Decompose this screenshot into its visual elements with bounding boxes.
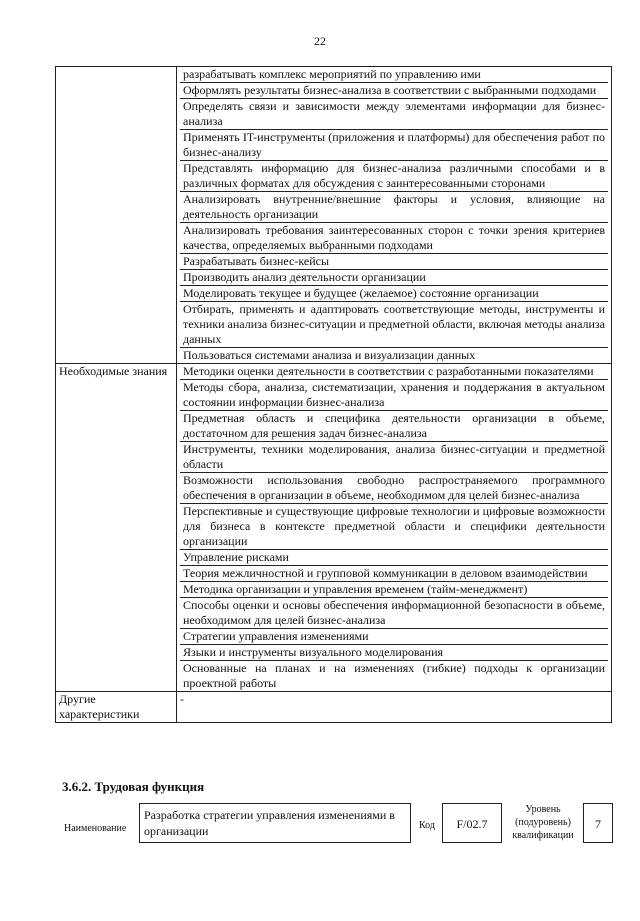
knowledge-item: Инструменты, техники моделирования, анализа бизнес-ситуации и предметной области [180,442,608,473]
skill-item: Отбирать, применять и адаптировать соответствующие методы, инструменты и техники анализа бизнес-ситуации и предметной области, включая методы анализа данных [180,302,608,348]
knowledge-item: Стратегии управления изменениями [180,629,608,645]
name-label: Наименование [64,823,127,834]
knowledge-item: Методика организации и управления временем (тайм-менеджмент) [180,582,608,598]
knowledge-row [56,364,612,692]
skill-item: Оформлять результаты бизнес-анализа в соответствии с выбранными подходами [180,83,608,99]
knowledge-item: Предметная область и специфика деятельности организации в объеме, достаточном для решения задач бизнес-анализа [180,411,608,442]
level-box: 7 [583,803,613,843]
skill-item: Анализировать внутренние/внешние факторы и условия, влияющие на деятельность организации [180,192,608,223]
other-row [56,692,612,723]
requirements-table [55,66,612,723]
code-box: F/02.7 [442,803,502,843]
knowledge-item: Перспективные и существующие цифровые технологии и цифровые возможности для бизнеса в контексте предметной области и специфики деятельности организации [180,504,608,550]
skills-row [56,67,612,364]
knowledge-item: Методики оценки деятельности в соответствии с разработанными показателями [180,364,608,380]
skill-item: Представлять информацию для бизнес-анализа различными способами и в различных форматах для обсуждения с заинтересованными сторонами [180,161,608,192]
knowledge-item: Способы оценки и основы обеспечения информационной безопасности в объеме, необходимом для целей бизнес-анализа [180,598,608,629]
skills-list [177,67,612,364]
skill-item: Моделировать текущее и будущее (желаемое) состояние организации [180,286,608,302]
section-heading: 3.6.2. Трудовая функция [62,779,205,794]
knowledge-item: Возможности использования свободно распространяемого программного обеспечения в организации в объеме, необходимом для целей бизнес-анализа [180,473,608,504]
skill-item: Разрабатывать бизнес-кейсы [180,254,608,270]
knowledge-item: Методы сбора, анализа, систематизации, хранения и поддержания в актуальном состоянии информации бизнес-анализа [180,380,608,411]
knowledge-item: Теория межличностной и групповой коммуникации в деловом взаимодействии [180,566,608,582]
knowledge-item: Основанные на планах и на изменениях (гибкие) подходы к организации проектной работы [183,661,605,690]
code-label: Код [419,820,435,831]
skill-item: разрабатывать комплекс мероприятий по управлению ими [180,67,608,83]
page-number: 22 [314,34,326,48]
skills-label-cell [56,67,177,364]
skill-item: Применять IT-инструменты (приложения и платформы) для обеспечения работ по бизнес-анализу [180,130,608,161]
skill-item: Анализировать требования заинтересованных сторон с точки зрения критериев качества, определяемых выбранными подходами [180,223,608,254]
other-value: - [177,692,612,723]
skill-item: Определять связи и зависимости между элементами информации для бизнес-анализа [180,99,608,130]
other-label: Другие характеристики [56,692,177,723]
knowledge-list [177,364,612,692]
skill-item: Производить анализ деятельности организации [180,270,608,286]
skill-item: Пользоваться системами анализа и визуализации данных [183,348,476,362]
knowledge-label: Необходимые знания [56,364,177,692]
level-label: Уровень (подуровень) квалификации [512,804,574,841]
knowledge-item: Управление рисками [180,550,608,566]
knowledge-item: Языки и инструменты визуального моделирования [180,645,608,661]
function-name-box: Разработка стратегии управления изменениями в организации [139,803,411,843]
